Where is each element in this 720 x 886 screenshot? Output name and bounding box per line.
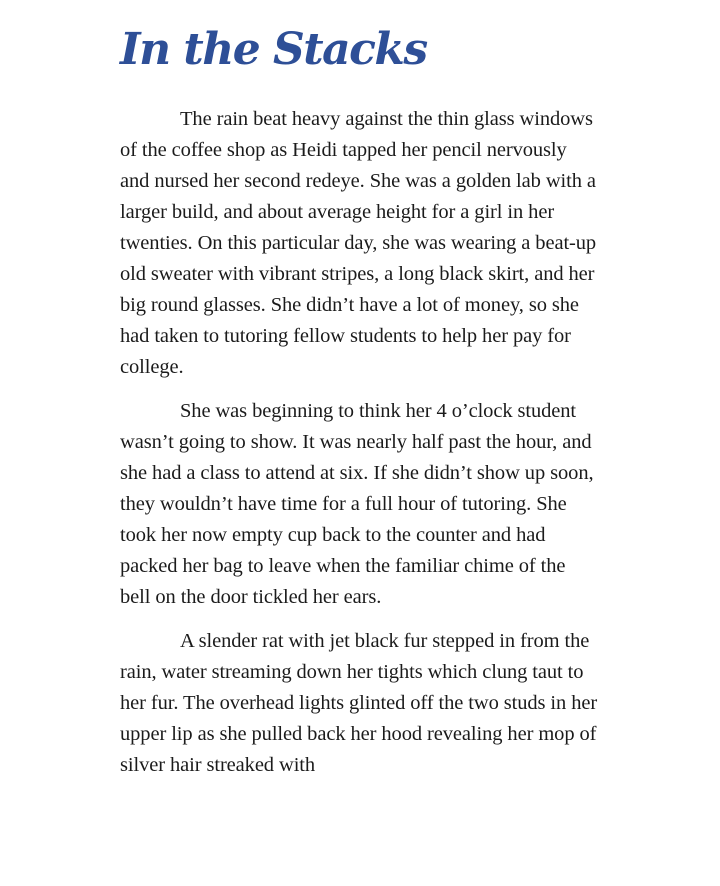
document-title: In the Stacks xyxy=(120,24,427,75)
paragraph-1: The rain beat heavy against the thin glass windows of the coffee shop as Heidi tapped her pencil nervously and nursed her second redeye. She was a golden lab with a larger build, and about average height for a girl in her twenties. On this particular day, she was wearing a beat-up old sweater with vibrant stripes, a long black skirt, and her big round glasses. She didn’t have a lot of money, so she had taken to tutoring fellow students to help her pay for college. xyxy=(120,108,597,378)
paragraph-3: A slender rat with jet black fur stepped in from the rain, water streaming down her tights which clung taut to her fur. The overhead lights glinted off the two studs in her upper lip as she pulled back her hood revealing her mop of silver hair streaked with xyxy=(120,630,598,776)
paragraph-2: She was beginning to think her 4 o’clock student wasn’t going to show. It was nearly half past the hour, and she had a class to attend at six. If she didn’t show up soon, they wouldn’t have time for a full hour of tutoring. She took her now empty cup back to the counter and had packed her bag to leave when the familiar chime of the bell on the door tickled her ears. xyxy=(120,400,594,608)
document-page xyxy=(120,20,600,781)
